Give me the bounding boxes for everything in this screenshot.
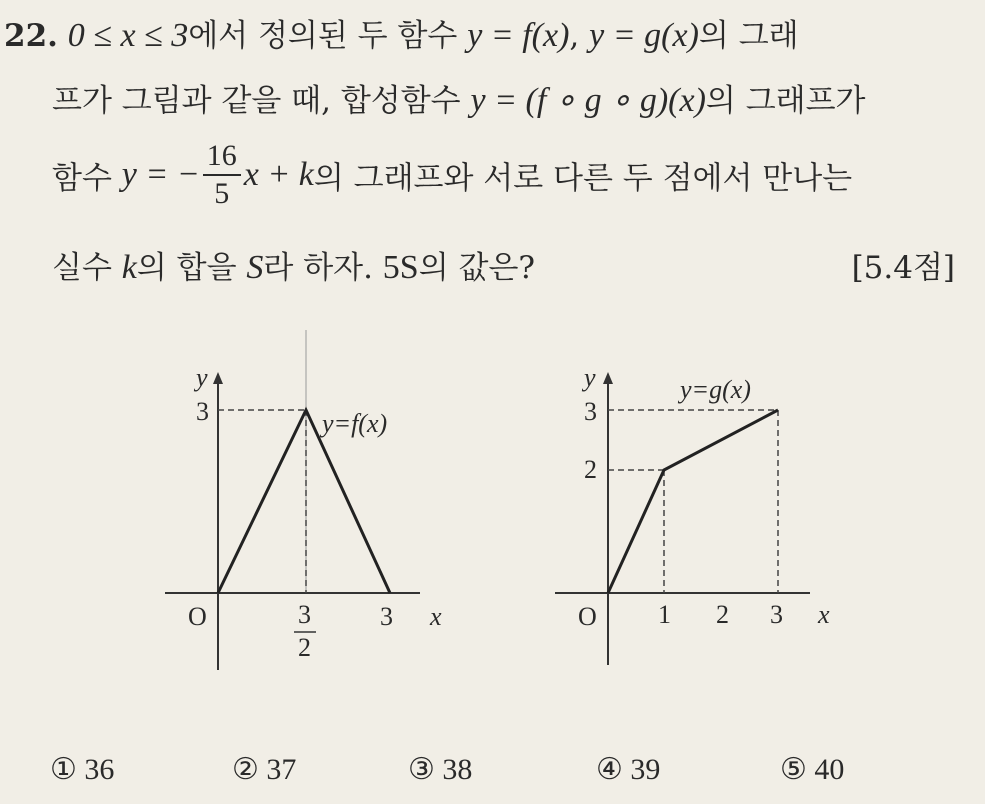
choice-2[interactable] [232, 752, 296, 787]
choice-1[interactable] [50, 752, 114, 787]
problem-number: 22. [4, 18, 58, 54]
f-curve-label: y=f(x) [322, 409, 388, 438]
g-x-tick-1: 1 [658, 600, 671, 629]
line1-comma: , [569, 18, 590, 54]
choice-2-value: 37 [266, 753, 297, 786]
line4-text4: 의 값은? [418, 250, 536, 286]
choice-1-value: 36 [84, 753, 115, 786]
line3-text2: 의 그래프와 서로 다른 두 점에서 만나는 [313, 160, 853, 197]
s-variable: S [246, 249, 264, 286]
g-curve [608, 410, 778, 593]
choice-2-mark: ② [232, 753, 259, 786]
g-x-tick-3: 3 [770, 600, 783, 629]
f-x-tick-3: 3 [380, 602, 393, 631]
g-x-tick-2: 2 [716, 600, 729, 629]
line2-text1: 프가 그림과 같을 때, 합성함수 [52, 83, 471, 119]
line4-text3: 라 하자. [263, 250, 383, 286]
line1-text1: 에서 정의된 두 함수 [188, 18, 468, 54]
domain-expression: 0 ≤ x ≤ 3 [67, 17, 189, 54]
line4-text2: 의 합을 [136, 250, 247, 286]
five-s: 5S [382, 249, 419, 286]
g-y-tick-3: 3 [584, 397, 597, 426]
f-y-tick-3: 3 [196, 397, 209, 426]
line-rhs: x + k [243, 156, 314, 193]
choice-3-mark: ③ [408, 753, 435, 786]
choice-3[interactable] [408, 752, 472, 787]
fraction-denominator: 5 [214, 177, 230, 210]
choice-5-mark: ⑤ [780, 753, 807, 786]
f-expression: y = f(x) [467, 17, 570, 54]
g-y-axis-label: y [584, 363, 596, 392]
line4-text1: 실수 [52, 250, 122, 286]
g-curve-label: y=g(x) [680, 375, 751, 404]
fraction-numerator: 16 [203, 138, 241, 176]
g-y-tick-2: 2 [584, 455, 597, 484]
f-x-axis-label: x [430, 602, 442, 631]
f-origin-label: O [188, 602, 207, 631]
choice-4-mark: ④ [596, 753, 623, 786]
choice-3-value: 38 [442, 753, 473, 786]
g-y-arrow [603, 372, 613, 384]
choice-4-value: 39 [630, 753, 661, 786]
choice-4[interactable] [596, 752, 660, 787]
composite-expression: y = (f ∘ g ∘ g)(x) [470, 82, 706, 119]
f-x-tick-num: 3 [298, 600, 311, 629]
choice-1-mark: ① [50, 753, 77, 786]
choice-5[interactable] [780, 752, 844, 787]
line-lhs: y = − [121, 156, 200, 193]
f-x-tick-den: 2 [298, 633, 311, 662]
g-origin-label: O [578, 602, 597, 631]
choice-5-value: 40 [814, 753, 845, 786]
g-x-axis-label: x [818, 600, 830, 629]
f-y-axis-label: y [196, 363, 208, 392]
line3-text1: 함수 [52, 160, 122, 197]
g-expression: y = g(x) [589, 17, 699, 54]
line1-text2: 의 그래 [698, 18, 799, 54]
points-label: [5.4점] [851, 250, 955, 286]
k-variable: k [121, 249, 137, 286]
line2-text2: 의 그래프가 [705, 83, 866, 119]
